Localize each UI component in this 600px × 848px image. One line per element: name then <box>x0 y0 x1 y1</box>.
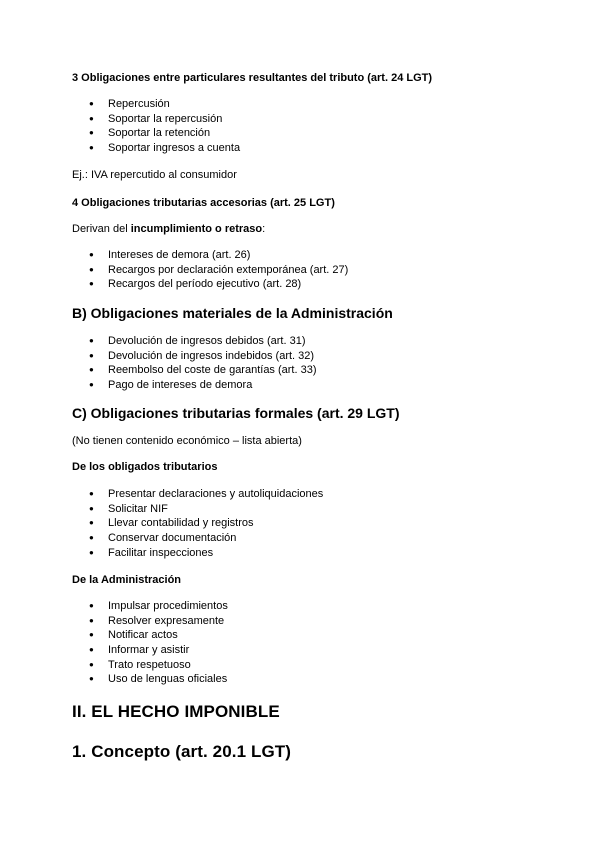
section4-heading: 4 Obligaciones tributarias accesorias (art. 25 LGT) <box>72 197 335 209</box>
list-item: ● Soportar la retención <box>72 126 240 141</box>
list-item: ● Llevar contabilidad y registros <box>72 516 323 531</box>
list-item: ● Soportar ingresos a cuenta <box>72 141 240 156</box>
administracion-heading: De la Administración <box>72 574 182 586</box>
section4-intro-bold: incumplimiento o retraso <box>130 223 263 235</box>
list-item: ● Uso de lenguas oficiales <box>72 672 228 687</box>
list-item: ● Trato respetuoso <box>72 658 228 673</box>
section4-list <box>72 248 348 292</box>
list-item: ● Intereses de demora (art. 26) <box>72 248 348 263</box>
list-item: ● Recargos por declaración extemporánea (art. 27) <box>72 263 348 278</box>
section4-intro-prefix: Derivan del <box>72 223 131 235</box>
section3-heading: 3 Obligaciones entre particulares resultantes del tributo (art. 24 LGT) <box>72 72 433 84</box>
list-item: ● Recargos del período ejecutivo (art. 28) <box>72 277 348 292</box>
section3-list <box>72 97 240 156</box>
list-item: ● Notificar actos <box>72 628 228 643</box>
section3-example: Ej.: IVA repercutido al consumidor <box>72 169 237 181</box>
list-item: ● Reembolso del coste de garantías (art. 33) <box>72 363 317 378</box>
obligados-heading: De los obligados tributarios <box>72 461 218 473</box>
list-item: ● Informar y asistir <box>72 643 228 658</box>
chapter-heading: II. EL HECHO IMPONIBLE <box>72 702 280 721</box>
sectionC-note: (No tienen contenido económico – lista abierta) <box>72 435 302 447</box>
list-item: ● Devolución de ingresos indebidos (art. 32) <box>72 349 317 364</box>
list-item: ● Soportar la repercusión <box>72 112 240 127</box>
list-item: ● Presentar declaraciones y autoliquidaciones <box>72 487 323 502</box>
administracion-list <box>72 599 228 687</box>
obligados-list <box>72 487 323 560</box>
list-item: ● Resolver expresamente <box>72 614 228 629</box>
list-item: ● Repercusión <box>72 97 240 112</box>
list-item: ● Pago de intereses de demora <box>72 378 317 393</box>
sectionC-heading: C) Obligaciones tributarias formales (art. 29 LGT) <box>72 405 400 421</box>
list-item: ● Impulsar procedimientos <box>72 599 228 614</box>
section4-intro <box>72 223 265 235</box>
sectionB-heading: B) Obligaciones materiales de la Administración <box>72 305 393 321</box>
list-item: ● Conservar documentación <box>72 531 323 546</box>
list-item: ● Devolución de ingresos debidos (art. 31) <box>72 334 317 349</box>
sectionB-list <box>72 334 317 393</box>
list-item: ● Solicitar NIF <box>72 502 323 517</box>
list-item: ● Facilitar inspecciones <box>72 546 323 561</box>
section4-intro-suffix: : <box>262 223 266 235</box>
chapter-subheading: 1. Concepto (art. 20.1 LGT) <box>72 742 292 761</box>
